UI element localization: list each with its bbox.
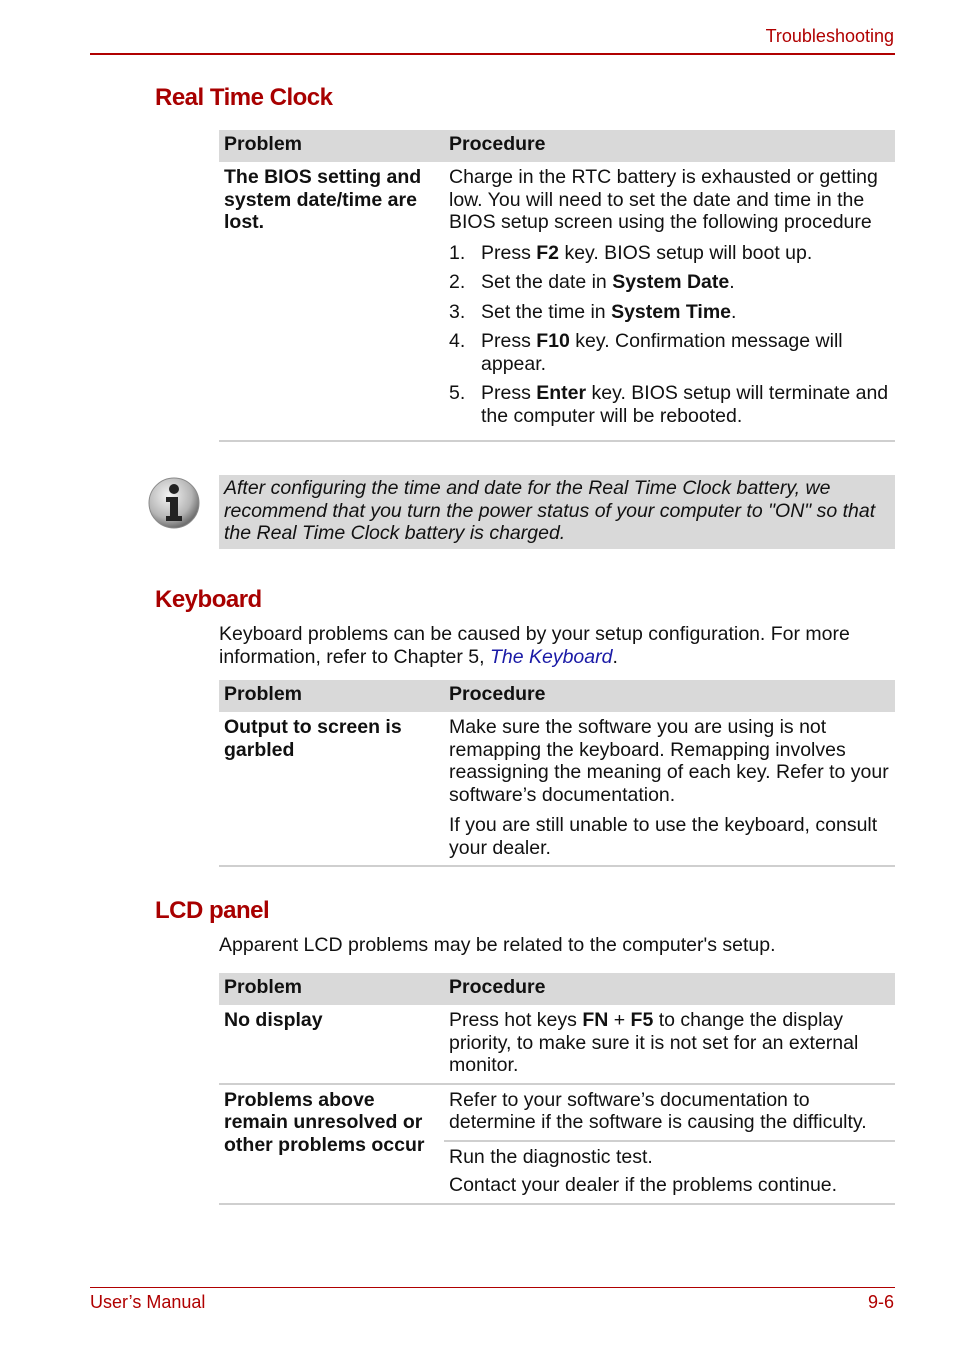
table-header-row	[219, 973, 895, 1005]
list-item: 3. Set the time in System Time.	[449, 300, 737, 323]
list-item: 5. Press Enter key. BIOS setup will terminate and the computer will be rebooted.	[449, 382, 889, 427]
footer-rule	[90, 1287, 895, 1288]
link-the-keyboard[interactable]: The Keyboard	[489, 646, 613, 668]
col-header-procedure: Procedure	[444, 680, 895, 712]
running-header: Troubleshooting	[765, 26, 894, 46]
lcd-intro: Apparent LCD problems may be related to the computer's setup.	[219, 934, 776, 956]
problem-cell: Problems above remain unresolved or other problems occur	[219, 1084, 444, 1204]
problem-cell: The BIOS setting and system date/time are lost.	[219, 162, 444, 441]
list-item: 1. Press F2 key. BIOS setup will boot up.	[449, 241, 813, 264]
table-row	[219, 1084, 895, 1141]
header-rule	[90, 53, 895, 55]
lcd-table	[219, 973, 895, 1205]
col-header-problem: Problem	[219, 680, 444, 712]
col-header-procedure: Procedure	[444, 130, 895, 162]
table-header-row	[219, 130, 895, 162]
keyboard-table	[219, 680, 895, 867]
procedure-cell: Refer to your software’s documentation to determine if the software is causing the difficulty.	[444, 1084, 895, 1141]
procedure-cell: Press hot keys FN + F5 to change the display priority, to make sure it is not set for an external monitor.	[444, 1005, 895, 1084]
steps-list	[449, 242, 890, 428]
problem-cell: Output to screen is garbled	[219, 712, 444, 866]
section-title-lcd: LCD panel	[155, 897, 270, 924]
page-number: 9-6	[867, 1292, 894, 1312]
section-title-rtc: Real Time Clock	[155, 84, 333, 111]
col-header-procedure: Procedure	[444, 973, 895, 1005]
procedure-cell	[444, 162, 895, 441]
section-title-keyboard: Keyboard	[155, 586, 262, 613]
info-icon	[147, 476, 201, 530]
procedure-cell: Make sure the software you are using is not remapping the keyboard. Remapping involves reassigning the meaning of each key. Refer to your software’s documentation. If you are still unable to use the keyboard, consult your dealer.	[444, 712, 895, 866]
problem-cell: No display	[219, 1005, 444, 1084]
table-header-row	[219, 680, 895, 712]
table-row	[219, 712, 895, 866]
table-row	[219, 1005, 895, 1084]
procedure-cell: Run the diagnostic test. Contact your dealer if the problems continue.	[444, 1141, 895, 1204]
rtc-table	[219, 130, 895, 442]
info-note: After configuring the time and date for the Real Time Clock battery, we recommend that you turn the power status of your computer to "ON" so that the Real Time Clock battery is charged.	[219, 475, 895, 549]
procedure-intro: Charge in the RTC battery is exhausted or getting low. You will need to set the date and time in the BIOS setup screen using the following procedure	[449, 166, 878, 233]
keyboard-intro: Keyboard problems can be caused by your setup configuration. For more information, refer to Chapter 5, The Keyboard.	[219, 623, 850, 668]
list-item: 2. Set the date in System Date.	[449, 271, 735, 293]
col-header-problem: Problem	[219, 973, 444, 1005]
list-item: 4. Press F10 key. Confirmation message will appear.	[449, 330, 843, 375]
table-row	[219, 162, 895, 441]
footer-manual-title: User’s Manual	[90, 1292, 206, 1312]
col-header-problem: Problem	[219, 130, 444, 162]
